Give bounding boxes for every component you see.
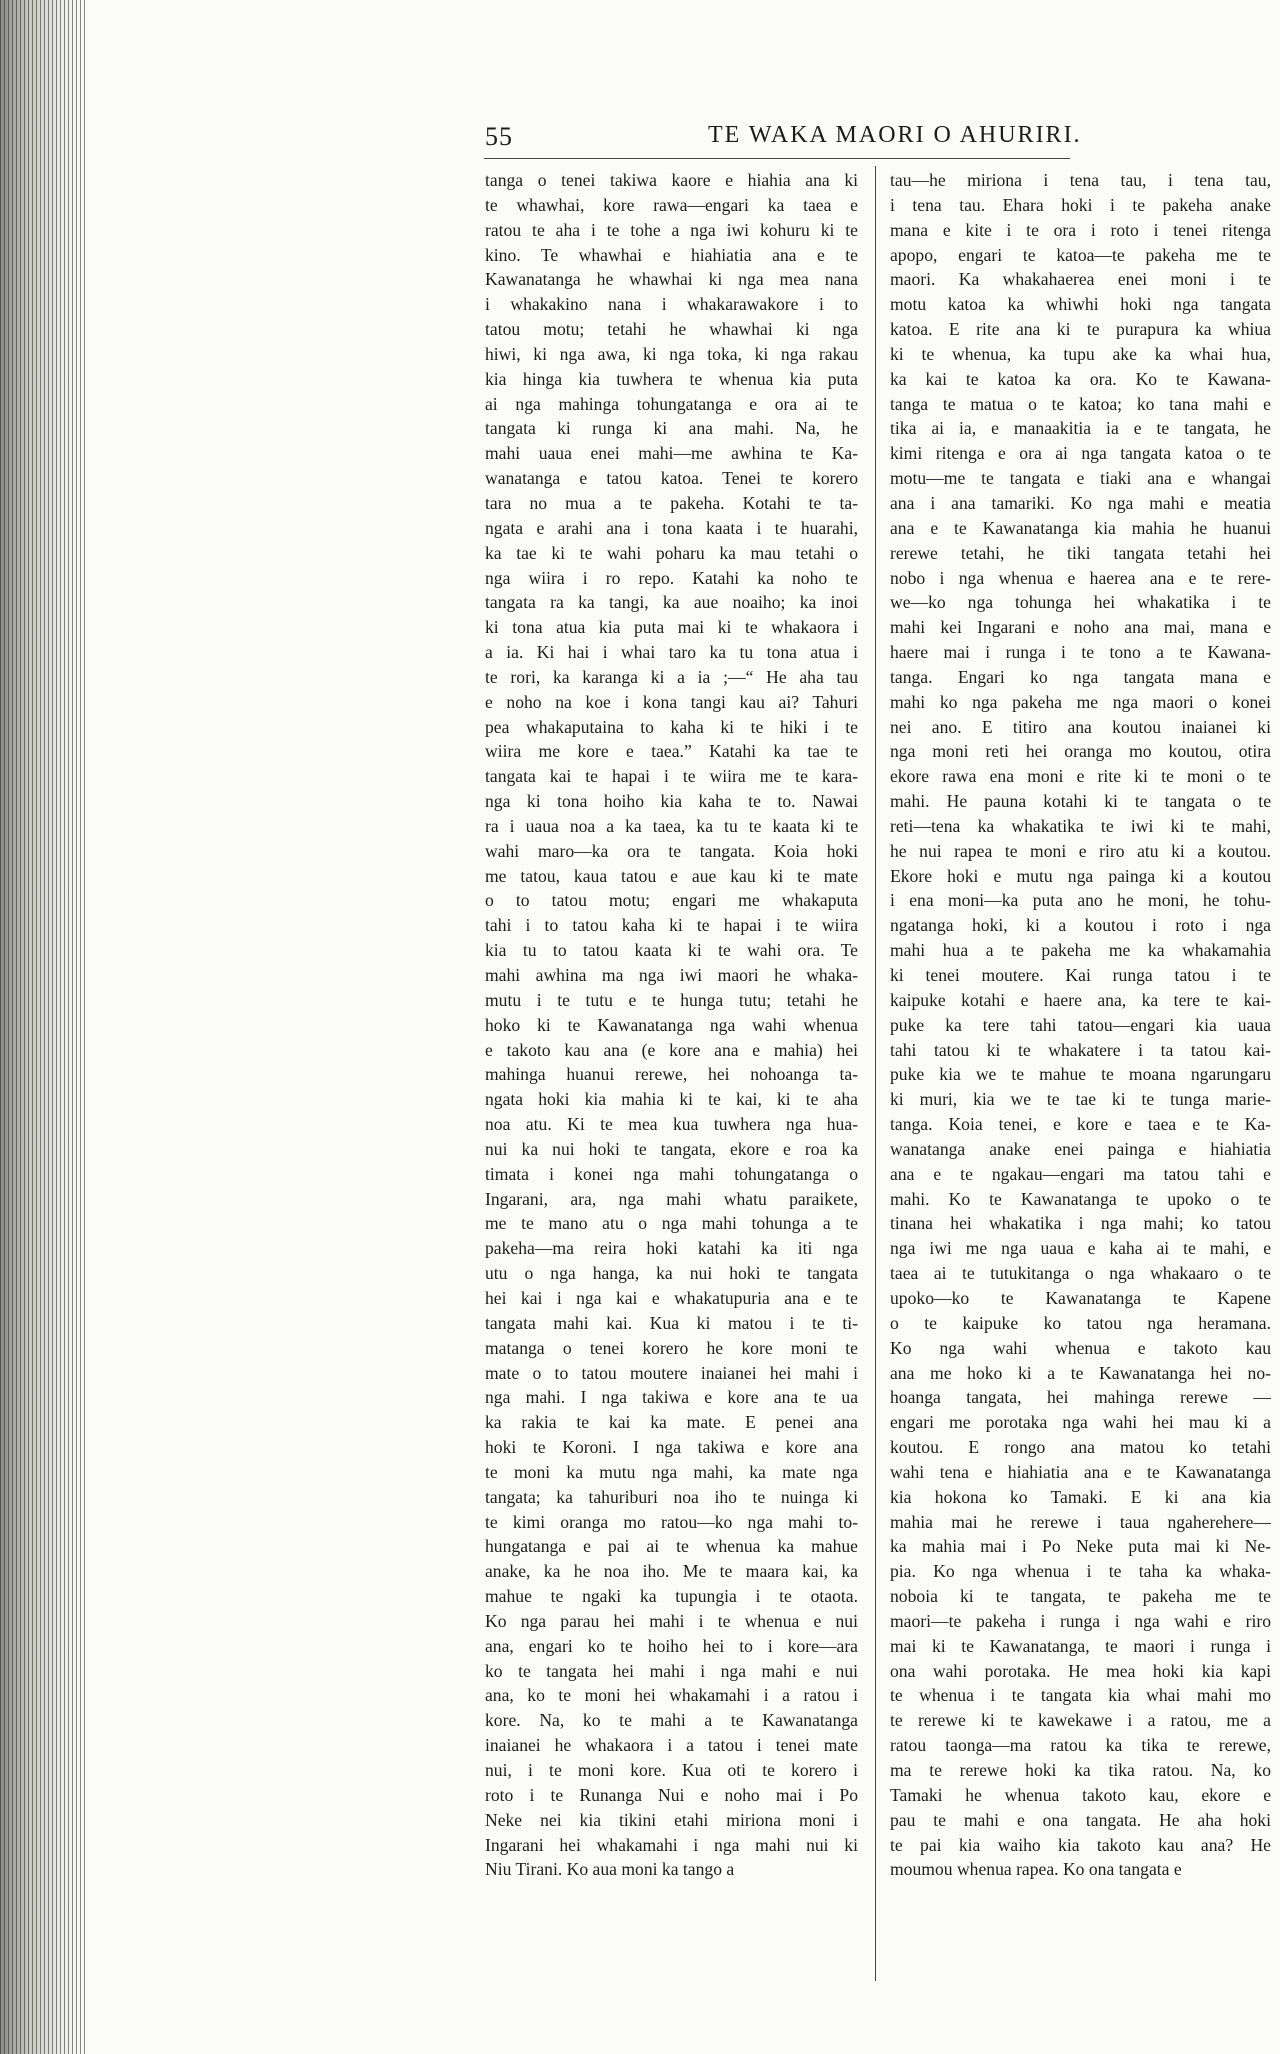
text-line: nga iwi me nga uaua e kaha ai te mahi, e xyxy=(890,1238,1271,1259)
text-line: e takoto kau ana (e kore ana e mahia) hei xyxy=(485,1039,858,1060)
text-line: tangata; ka tahuriburi noa iho te nuinga ki xyxy=(485,1486,858,1507)
text-line: ma te rerewe hoki ka tika ratou. Na, ko xyxy=(890,1760,1271,1780)
text-line: a ia. Ki hai i whai taro ka tu tona atua i xyxy=(485,642,858,663)
text-line: Ekore hoki e mutu nga painga ki a koutou xyxy=(890,865,1271,886)
text-line: tangata kai te hapai i te wiira me te kara- xyxy=(485,766,858,787)
text-line: ra i uaua noa a ka taea, ka tu te kaata ki te xyxy=(485,815,858,836)
text-line: o to tatou motu; engari me whakaputa xyxy=(485,890,858,911)
text-line: mai ki te Kawanatanga, te maori i runga i xyxy=(890,1635,1271,1656)
text-line: ngata hoki kia mahia ki te kai, ki te aha xyxy=(485,1089,858,1110)
text-line: koutou. E rongo ana matou ko tetahi xyxy=(890,1437,1271,1458)
text-line: reti—tena ka whakatika te iwi ki te mahi, xyxy=(890,815,1271,836)
text-line: upoko—ko te Kawanatanga te Kapene xyxy=(890,1287,1271,1308)
text-line: Kawanatanga he whawhai ki nga mea nana xyxy=(485,269,858,290)
text-line: maori—te pakeha i runga i nga wahi e riro xyxy=(890,1610,1271,1631)
text-line: ratou taonga—ma ratou ka tika te rerewe, xyxy=(890,1735,1271,1756)
text-line: mahi. Ko te Kawanatanga te upoko o te xyxy=(890,1188,1271,1209)
text-line: ana e te Kawanatanga kia mahia he huanui xyxy=(890,517,1271,538)
text-line: tatou motu; tetahi he whawhai ki nga xyxy=(485,319,858,340)
text-line: kore. Na, ko te mahi a te Kawanatanga xyxy=(485,1710,858,1731)
text-line: ko te tangata hei mahi i nga mahi e nui xyxy=(485,1660,858,1681)
text-line: tanga. Engari ko nga tangata mana e xyxy=(890,666,1271,687)
text-line: hei kai i nga kai e whakatupuria ana e te xyxy=(485,1287,858,1308)
text-line: Ko nga parau hei mahi i te whenua e nui xyxy=(485,1610,858,1631)
text-line: nei ano. E titiro ana koutou inaianei ki xyxy=(890,716,1271,737)
text-line: taea ai te tutukitanga o nga whakaaro o te xyxy=(890,1263,1271,1284)
text-line: Niu Tirani. Ko aua moni ka tango a xyxy=(485,1859,735,1880)
text-line: mahi. He pauna kotahi ki te tangata o te xyxy=(890,791,1271,812)
text-line: motu katoa ka whiwhi hoki nga tangata xyxy=(890,294,1271,315)
text-line: i whakakino nana i whakarawakore i to xyxy=(485,294,858,315)
page-number: 55 xyxy=(485,122,513,151)
text-line: mahia mai he rerewe i taua ngaherehere— xyxy=(890,1511,1271,1532)
text-line: tahi i to tatou kaha ki te hapai i te wiira xyxy=(485,915,858,936)
text-line: we—ko nga tohunga hei whakatika i te xyxy=(890,592,1271,613)
text-line: kia hokona ko Tamaki. E ki ana kia xyxy=(890,1486,1271,1507)
text-line: tangata ra ka tangi, ka aue noaiho; ka inoi xyxy=(485,592,858,613)
text-line: ka tae ki te wahi poharu ka mau tetahi o xyxy=(485,542,858,563)
text-line: he nui rapea te moni e riro atu ki a koutou. xyxy=(890,840,1271,861)
text-line: ki tenei moutere. Kai runga tatou i te xyxy=(890,965,1271,985)
text-line: moumou whenua rapea. Ko ona tangata e xyxy=(890,1859,1182,1880)
text-line: kino. Te whawhai e hiahiatia ana e te xyxy=(485,244,858,265)
text-line: mutu i te tutu e te hunga tutu; tetahi he xyxy=(485,989,858,1010)
text-line: motu—me te tangata e tiaki ana e whangai xyxy=(890,468,1271,489)
text-line: hungatanga e pai ai te whenua ka mahue xyxy=(485,1536,858,1557)
text-line: ekore rawa ena moni e rite ki te moni o te xyxy=(890,766,1271,787)
text-line: e noho na koe i kona tangi kau ai? Tahuri xyxy=(485,691,858,712)
text-line: ana me hoko ki a te Kawanatanga hei no- xyxy=(890,1362,1271,1383)
header-rule xyxy=(484,158,1070,159)
text-column-right xyxy=(890,168,1271,1882)
text-line: te pai kia waiho kia takoto kau ana? He xyxy=(890,1834,1271,1855)
text-line: pau te mahi e ona tangata. He aha hoki xyxy=(890,1809,1271,1830)
text-line: utu o nga hanga, ka nui hoki te tangata xyxy=(485,1263,858,1284)
text-line: kimi ritenga e ora ai nga tangata katoa o te xyxy=(890,443,1271,464)
text-line: Ko nga wahi whenua e takoto kau xyxy=(890,1337,1271,1358)
text-line: tanga. Koia tenei, e kore e taea e te Ka- xyxy=(890,1114,1271,1135)
text-line: mahinga huanui rerewe, hei nohoanga ta- xyxy=(485,1064,858,1085)
text-line: ona wahi porotaka. He mea hoki kia kapi xyxy=(890,1660,1271,1681)
text-line: mahi kei Ingarani e noho ana mai, mana e xyxy=(890,617,1271,638)
text-line: maori. Ka whakahaerea enei moni i te xyxy=(890,269,1271,290)
text-line: kaipuke kotahi e haere ana, ka tere te kai- xyxy=(890,989,1271,1010)
text-line: o te kaipuke ko tatou nga heramana. xyxy=(890,1312,1271,1333)
text-line: hoki te Koroni. I nga takiwa e kore ana xyxy=(485,1437,858,1458)
text-line: noa atu. Ki te mea kua tuwhera nga hua- xyxy=(485,1114,858,1135)
text-line: pea whakaputaina to kaha ki te hiki i te xyxy=(485,716,858,737)
page-binding-edge xyxy=(0,0,86,2054)
text-line: te whenua i te tangata kia whai mahi mo xyxy=(890,1685,1271,1706)
text-line: tahi tatou ki te whakatere i ta tatou kai- xyxy=(890,1039,1271,1060)
text-line: hoko ki te Kawanatanga nga wahi whenua xyxy=(485,1014,858,1035)
text-line: mana e kite i te ora i roto i tenei ritenga xyxy=(890,219,1271,240)
text-line: Tamaki he whenua takoto kau, ekore e xyxy=(890,1784,1271,1805)
text-line: kia hinga kia tuwhera te whenua kia puta xyxy=(485,368,858,389)
text-line: ka mahia mai i Po Neke puta mai ki Ne- xyxy=(890,1536,1271,1557)
text-line: ana, engari ko te hoiho hei to i kore—ara xyxy=(485,1635,858,1656)
text-line: ngatanga hoki, ki a koutou i roto i nga xyxy=(890,915,1271,936)
text-line: nga mahi. I nga takiwa e kore ana te ua xyxy=(485,1387,858,1408)
text-line: ana e te ngakau—engari ma tatou tahi e xyxy=(890,1163,1271,1184)
text-line: wahi tena e hiahiatia ana e te Kawanatanga xyxy=(890,1461,1271,1482)
text-line: katoa. E rite ana ki te purapura ka whiua xyxy=(890,319,1271,340)
text-line: roto i te Runanga Nui e noho mai i Po xyxy=(485,1784,858,1805)
text-line: kia tu to tatou kaata ki te wahi ora. Te xyxy=(485,940,858,961)
text-line: ka rakia te kai ka mate. E penei ana xyxy=(485,1412,858,1433)
text-line: matanga o tenei korero he kore moni te xyxy=(485,1337,858,1358)
text-line: mahi uaua enei mahi—me awhina te Ka- xyxy=(485,443,858,464)
text-line: ai nga mahinga tohungatanga e ora ai te xyxy=(485,393,858,414)
text-line: nga ki tona hoiho kia kaha te to. Nawai xyxy=(485,791,858,812)
text-line: ratou te aha i te tohe a nga iwi kohuru ki te xyxy=(485,219,858,240)
text-line: tanga o tenei takiwa kaore e hiahia ana ki xyxy=(485,170,858,190)
text-line: te moni ka mutu nga mahi, ka mate nga xyxy=(485,1461,858,1482)
text-line: ngata e arahi ana i tona kaata i te huarahi, xyxy=(485,517,858,538)
text-line: te kimi oranga mo ratou—ko nga mahi to- xyxy=(485,1511,858,1532)
text-line: puke ka tere tahi tatou—engari kia uaua xyxy=(890,1014,1271,1035)
text-line: Neke nei kia tikini etahi miriona moni i xyxy=(485,1809,858,1830)
text-line: ka kai te katoa ka ora. Ko te Kawana- xyxy=(890,368,1271,389)
text-line: wanatanga anake enei painga e hiahiatia xyxy=(890,1138,1271,1159)
text-line: wahi maro—ka ora te tangata. Koia hoki xyxy=(485,840,858,861)
text-line: ki te whenua, ka tupu ake ka whai hua, xyxy=(890,343,1271,364)
text-line: pakeha—ma reira hoki katahi ka iti nga xyxy=(485,1238,858,1259)
text-line: te whawhai, kore rawa—engari ka taea e xyxy=(485,194,858,215)
text-line: mahi hua a te pakeha me ka whakamahia xyxy=(890,940,1271,961)
text-line: tangata ki runga ki ana mahi. Na, he xyxy=(485,418,858,439)
text-line: haere mai i runga i te tono a te Kawana- xyxy=(890,642,1271,663)
text-line: i ena moni—ka puta ano he moni, he tohu- xyxy=(890,890,1271,911)
text-line: engari me porotaka nga wahi hei mau ki a xyxy=(890,1412,1271,1433)
text-line: i tena tau. Ehara hoki i te pakeha anake xyxy=(890,194,1271,215)
text-line: mahue te ngaki ka tupungia i te otaota. xyxy=(485,1586,858,1607)
text-line: ana i ana tamariki. Ko nga mahi e meatia xyxy=(890,492,1271,513)
text-line: tinana hei whakatika i nga mahi; ko tatou xyxy=(890,1213,1271,1234)
text-line: tika ai ia, e manaakitia ia e te tangata, he xyxy=(890,418,1271,439)
running-title: TE WAKA MAORI O AHURIRI. xyxy=(708,122,1082,148)
text-line: rerewe tetahi, he tiki tangata tetahi hei xyxy=(890,542,1271,563)
text-line: hiwi, ki nga awa, ki nga toka, ki nga rakau xyxy=(485,343,858,364)
text-line: nga moni reti hei oranga mo koutou, otira xyxy=(890,741,1271,762)
text-line: nobo i nga whenua e haerea ana e te rere- xyxy=(890,567,1271,588)
text-line: puke kia we te mahue te moana ngarungaru xyxy=(890,1064,1271,1085)
text-line: nga wiira i ro repo. Katahi ka noho te xyxy=(485,567,858,588)
text-line: mate o to tatou moutere inaianei hei mahi i xyxy=(485,1362,858,1383)
text-line: te rori, ka karanga ki a ia ;—“ He aha tau xyxy=(485,666,858,687)
text-column-left xyxy=(485,168,858,1882)
text-line: noboia ki te tangata, te pakeha me te xyxy=(890,1586,1271,1607)
text-line: te rerewe ki te kawekawe i a ratou, me a xyxy=(890,1710,1271,1731)
text-line: me te mano atu o nga mahi tohunga a te xyxy=(485,1213,858,1234)
text-line: ana, ko te moni hei whakamahi i a ratou i xyxy=(485,1685,858,1706)
text-line: nui ka nui hoki te tangata, ekore e roa ka xyxy=(485,1138,858,1159)
text-line: Ingarani hei whakamahi i nga mahi nui ki xyxy=(485,1834,858,1855)
text-line: timata i konei nga mahi tohungatanga o xyxy=(485,1163,858,1184)
text-line: nui, i te moni kore. Kua oti te korero i xyxy=(485,1760,858,1780)
text-line: wanatanga e tatou katoa. Tenei te korero xyxy=(485,468,858,489)
text-line: tangata mahi kai. Kua ki matou i te ti- xyxy=(485,1312,858,1333)
text-line: inaianei he whakaora i a tatou i tenei mate xyxy=(485,1735,858,1756)
text-line: wiira me kore e taea.” Katahi ka tae te xyxy=(485,741,858,762)
text-line: tau—he miriona i tena tau, i tena tau, xyxy=(890,170,1271,190)
text-line: ki muri, kia we te tae ki te tunga marie- xyxy=(890,1089,1271,1110)
text-line: pia. Ko nga whenua i te taha ka whaka- xyxy=(890,1561,1271,1582)
text-line: mahi ko nga pakeha me nga maori o konei xyxy=(890,691,1271,712)
text-line: anake, ka he noa iho. Me te maara kai, ka xyxy=(485,1561,858,1582)
text-line: apopo, engari te katoa—te pakeha me te xyxy=(890,244,1271,265)
text-line: ki tona atua kia puta mai ki te whakaora i xyxy=(485,617,858,638)
text-line: me tatou, kaua tatou e aue kau ki te mate xyxy=(485,865,858,886)
column-divider xyxy=(875,166,876,1981)
text-line: mahi awhina ma nga iwi maori he whaka- xyxy=(485,965,858,985)
text-line: hoanga tangata, hei mahinga rerewe — xyxy=(890,1387,1271,1408)
text-line: tanga te matua o te katoa; ko tana mahi e xyxy=(890,393,1271,414)
text-line: Ingarani, ara, nga mahi whatu paraikete, xyxy=(485,1188,858,1209)
text-line: tara no mua a te pakeha. Kotahi te ta- xyxy=(485,492,858,513)
